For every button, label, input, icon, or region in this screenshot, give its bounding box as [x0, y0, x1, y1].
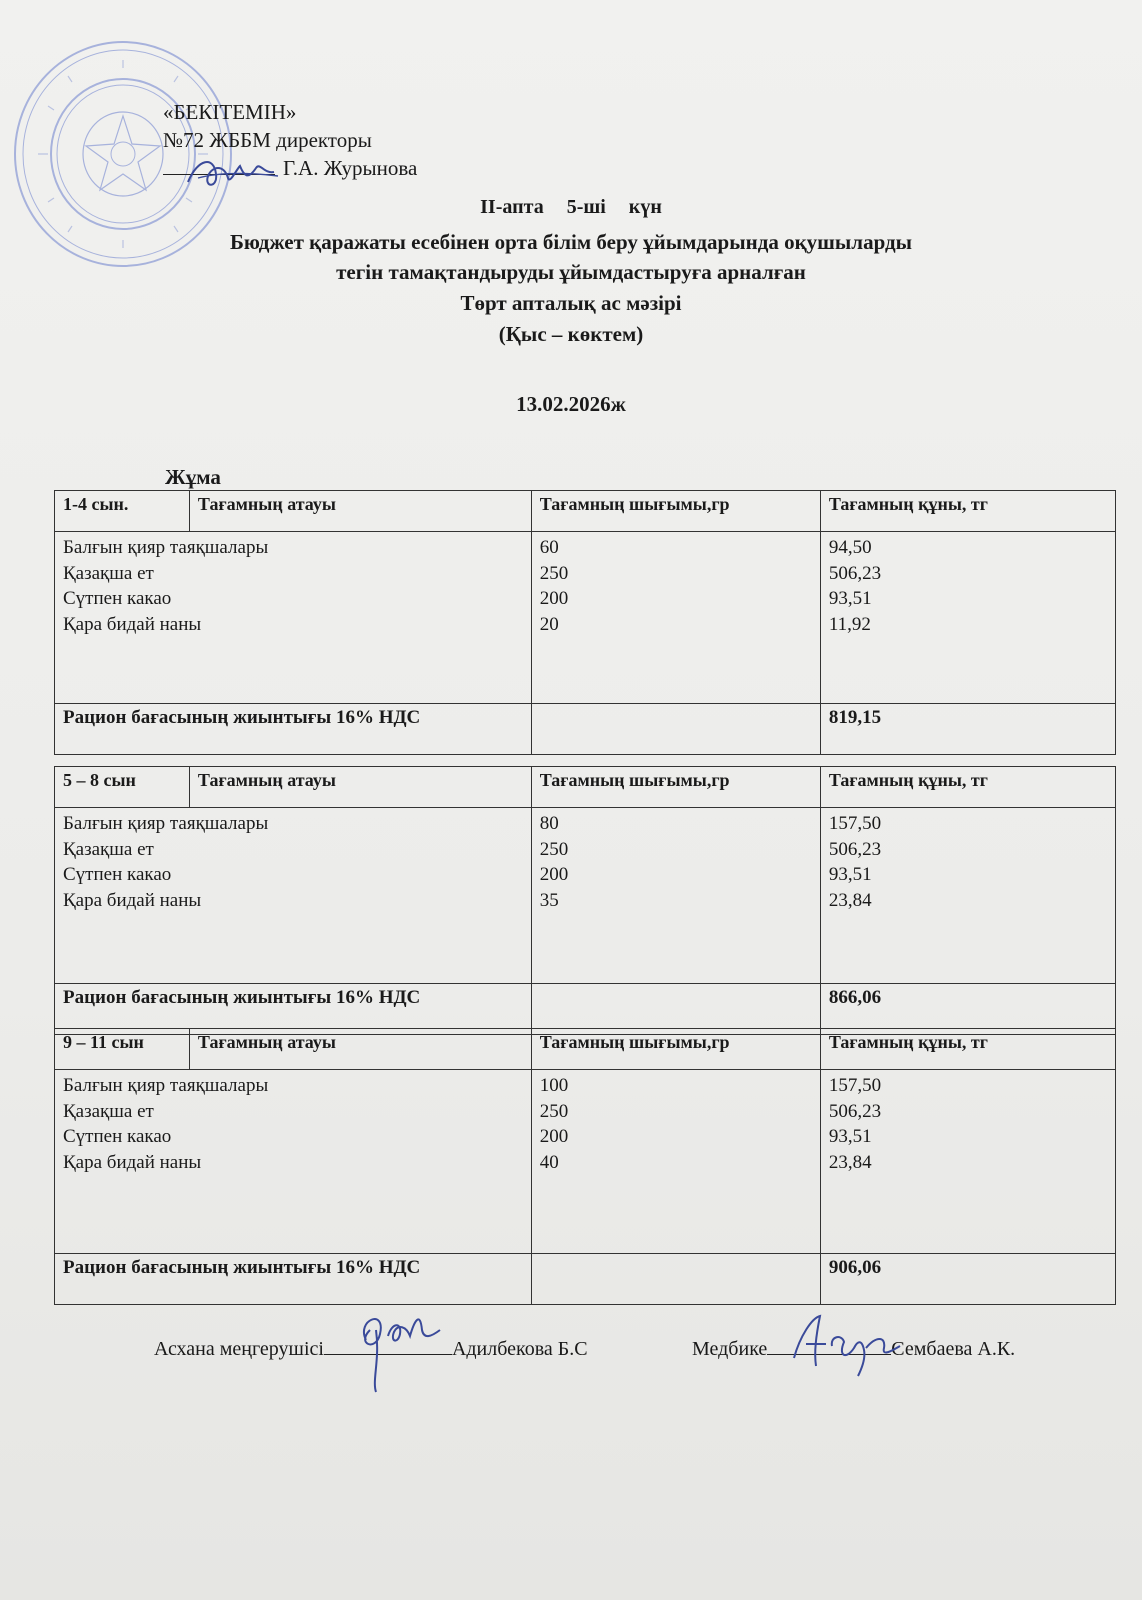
- item-prices-cell: [820, 532, 1115, 704]
- item-name: Қазақша ет: [63, 562, 154, 584]
- header-name: Тағамның атауы: [189, 1029, 531, 1070]
- total-empty-cell: [531, 984, 820, 1035]
- menu-table-grades-1-4: [54, 490, 1116, 755]
- total-label: Рацион бағасының жиынтығы 16% НДС: [55, 1254, 532, 1305]
- item-price: 157,50: [828, 1075, 882, 1096]
- item-price: 94,50: [828, 537, 872, 558]
- approval-position: №72 ЖББМ директоры: [163, 128, 372, 152]
- nurse-name: Сембаева А.К.: [891, 1338, 1016, 1360]
- item-name: Сүтпен какао: [63, 1126, 172, 1147]
- header-yield: Тағамның шығымы,гр: [531, 767, 820, 808]
- title-line-2: тегін тамақтандыруды ұйымдастыруға арналған: [336, 260, 806, 284]
- total-value: 866,06: [820, 984, 1115, 1035]
- item-prices-cell: [820, 808, 1115, 984]
- item-name: Қазақша ет: [63, 1100, 154, 1122]
- kitchen-head-role: Асхана меңгерушісі: [154, 1338, 324, 1360]
- item-price: 93,51: [828, 1126, 872, 1147]
- menu-table-grades-9-11: [54, 1028, 1116, 1305]
- header-price: Тағамның құны, тг: [820, 1029, 1115, 1070]
- item-name: Қара бидай наны: [63, 889, 202, 911]
- item-yields-cell: [531, 1070, 820, 1254]
- item-price: 23,84: [828, 1151, 872, 1173]
- director-signature: [178, 148, 288, 198]
- item-yield: 80: [539, 813, 559, 834]
- item-name: Қара бидай наны: [63, 613, 202, 635]
- item-price: 506,23: [828, 1100, 882, 1122]
- item-price: 11,92: [828, 613, 871, 635]
- nurse-signature: [786, 1306, 906, 1378]
- items-row: [55, 808, 1116, 984]
- item-price: 506,23: [828, 838, 882, 860]
- item-yields-cell: [531, 532, 820, 704]
- items-row: [55, 1070, 1116, 1254]
- total-empty-cell: [531, 704, 820, 755]
- total-row: [55, 984, 1116, 1035]
- item-yield: 200: [539, 1126, 569, 1147]
- items-row: [55, 532, 1116, 704]
- nurse-role: Медбике: [692, 1338, 768, 1360]
- item-yield: 200: [539, 864, 569, 885]
- group-cell: 5 – 8 сын: [55, 767, 190, 808]
- item-name: Қара бидай наны: [63, 1151, 202, 1173]
- header-name: Тағамның атауы: [189, 767, 531, 808]
- total-empty-cell: [531, 1254, 820, 1305]
- item-yield: 200: [539, 588, 569, 609]
- total-value: 819,15: [820, 704, 1115, 755]
- group-cell: 1-4 сын.: [55, 491, 190, 532]
- menu-table-grades-5-8: [54, 766, 1116, 1035]
- total-label: Рацион бағасының жиынтығы 16% НДС: [55, 984, 532, 1035]
- item-yield: 20: [539, 613, 559, 635]
- header-price: Тағамның құны, тг: [820, 491, 1115, 532]
- item-yield: 40: [539, 1151, 559, 1173]
- item-yield: 100: [539, 1075, 569, 1096]
- item-price: 23,84: [828, 889, 872, 911]
- item-price: 93,51: [828, 864, 872, 885]
- item-prices-cell: [820, 1070, 1115, 1254]
- title-line-4: (Қыс – көктем): [498, 322, 644, 346]
- table-header-row: [55, 491, 1116, 532]
- item-price: 93,51: [828, 588, 872, 609]
- item-yield: 35: [539, 889, 559, 911]
- total-label: Рацион бағасының жиынтығы 16% НДС: [55, 704, 532, 755]
- title-line-3: Төрт апталық ас мәзірі: [460, 291, 682, 315]
- item-price: 157,50: [828, 813, 882, 834]
- item-yield: 250: [539, 1100, 569, 1122]
- item-name: Сүтпен какао: [63, 864, 172, 885]
- week-day-line: [0, 196, 1142, 219]
- item-names-cell: [55, 532, 532, 704]
- day-number-label: 5-ші күн: [566, 196, 662, 218]
- item-name: Балғын қияр таяқшалары: [63, 813, 269, 834]
- approval-name: Г.А. Журынова: [283, 156, 418, 180]
- item-yield: 60: [539, 537, 559, 558]
- table-header-row: [55, 1029, 1116, 1070]
- item-name: Балғын қияр таяқшалары: [63, 1075, 269, 1096]
- header-yield: Тағамның шығымы,гр: [531, 491, 820, 532]
- kitchen-head-signature: [336, 1300, 460, 1396]
- item-yields-cell: [531, 808, 820, 984]
- item-names-cell: [55, 1070, 532, 1254]
- header-price: Тағамның құны, тг: [820, 767, 1115, 808]
- item-yield: 250: [539, 838, 569, 860]
- menu-date: 13.02.2026ж: [516, 392, 626, 416]
- item-yield: 250: [539, 562, 569, 584]
- item-price: 506,23: [828, 562, 882, 584]
- header-name: Тағамның атауы: [189, 491, 531, 532]
- item-name: Сүтпен какао: [63, 588, 172, 609]
- approval-title: «БЕКІТЕМІН»: [163, 100, 297, 124]
- header-yield: Тағамның шығымы,гр: [531, 1029, 820, 1070]
- week-label: II-апта: [480, 196, 544, 218]
- total-row: [55, 704, 1116, 755]
- item-name: Балғын қияр таяқшалары: [63, 537, 269, 558]
- item-name: Қазақша ет: [63, 838, 154, 860]
- total-row: [55, 1254, 1116, 1305]
- kitchen-head-name: Адилбекова Б.С: [451, 1338, 588, 1360]
- weekday-label: Жұма: [165, 465, 221, 489]
- item-names-cell: [55, 808, 532, 984]
- group-cell: 9 – 11 сын: [55, 1029, 190, 1070]
- title-line-1: Бюджет қаражаты есебінен орта білім беру ұйымдарында оқушыларды: [229, 230, 913, 254]
- table-header-row: [55, 767, 1116, 808]
- total-value: 906,06: [820, 1254, 1115, 1305]
